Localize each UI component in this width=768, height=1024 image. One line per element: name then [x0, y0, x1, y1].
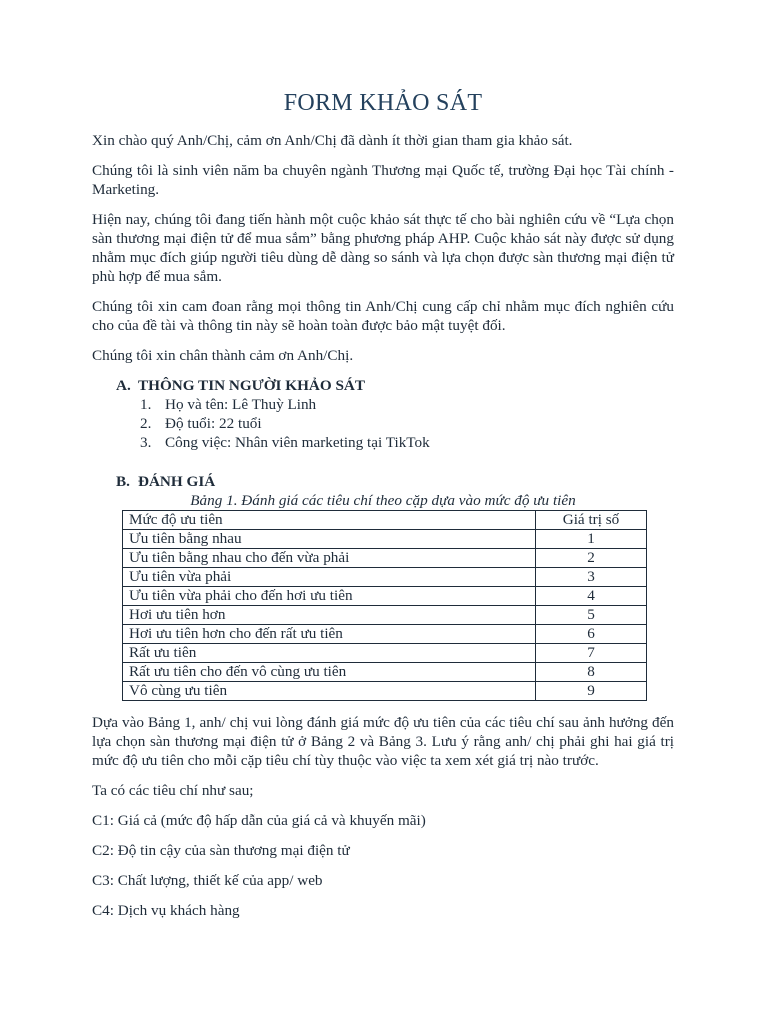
value-cell: 2 — [536, 549, 647, 568]
list-number: 1. — [140, 396, 152, 413]
page-title: FORM KHẢO SÁT — [283, 90, 483, 116]
value-cell: 9 — [536, 682, 647, 701]
criterion-c2: C2: Độ tin cậy của sàn thương mại điện tử — [92, 842, 350, 859]
list-item — [140, 433, 674, 452]
table-caption: Bảng 1. Đánh giá các tiêu chí theo cặp dựa vào mức độ ưu tiên — [190, 492, 576, 509]
value-cell: 7 — [536, 644, 647, 663]
table-row — [123, 663, 647, 682]
respondent-info-list — [92, 395, 674, 452]
priority-cell: Hơi ưu tiên hơn — [123, 606, 536, 625]
intro-greeting: Xin chào quý Anh/Chị, cảm ơn Anh/Chị đã dành ít thời gian tham gia khảo sát. — [92, 132, 573, 149]
respondent-age: Độ tuổi: 22 tuổi — [165, 415, 262, 432]
table-row — [123, 587, 647, 606]
table-header-row — [123, 511, 647, 530]
respondent-name: Họ và tên: Lê Thuỳ Linh — [165, 396, 317, 413]
table-row — [123, 625, 647, 644]
table-row — [123, 644, 647, 663]
value-cell: 3 — [536, 568, 647, 587]
priority-cell: Hơi ưu tiên hơn cho đến rất ưu tiên — [123, 625, 536, 644]
intro-purpose: Hiện nay, chúng tôi đang tiến hành một cuộc khảo sát thực tế cho bài nghiên cứu về “Lựa chọn sàn thương mại điện tử để mua sắm” bằng phương pháp AHP. Cuộc khảo sát này được sử dụng nhằm mục đích giúp người tiêu dùng dễ dàng so sánh và lựa chọn được sàn thương mại điện tử phù hợp để mua sắm. — [92, 211, 674, 285]
respondent-job: Công việc: Nhân viên marketing tại TikTok — [165, 434, 430, 451]
section-a-letter: A. — [116, 377, 131, 394]
intro-authors: Chúng tôi là sinh viên năm ba chuyên ngành Thương mại Quốc tế, trường Đại học Tài chính - Marketing. — [92, 162, 674, 198]
value-cell: 8 — [536, 663, 647, 682]
header-value: Giá trị số — [536, 511, 647, 530]
table-row — [123, 530, 647, 549]
table-row — [123, 549, 647, 568]
section-b-heading — [116, 472, 674, 491]
criteria-list — [92, 781, 674, 920]
list-item — [140, 414, 674, 433]
criterion-c4: C4: Dịch vụ khách hàng — [92, 902, 240, 919]
table-row — [123, 606, 647, 625]
section-a-heading — [116, 376, 674, 395]
intro-thanks: Chúng tôi xin chân thành cảm ơn Anh/Chị. — [92, 347, 354, 364]
priority-cell: Ưu tiên vừa phải cho đến hơi ưu tiên — [123, 587, 536, 606]
value-cell: 6 — [536, 625, 647, 644]
section-b-letter: B. — [116, 473, 130, 490]
intro-confidentiality: Chúng tôi xin cam đoan rằng mọi thông tin Anh/Chị cung cấp chỉ nhằm mục đích nghiên cứu cho của đề tài và thông tin này sẽ hoàn toàn được bảo mật tuyệt đối. — [92, 298, 674, 334]
table-row — [123, 568, 647, 587]
criterion-c1: C1: Giá cả (mức độ hấp dẫn của giá cả và khuyến mãi) — [92, 812, 426, 829]
value-cell: 5 — [536, 606, 647, 625]
criterion-c3: C3: Chất lượng, thiết kế của app/ web — [92, 872, 323, 889]
priority-cell: Rất ưu tiên cho đến vô cùng ưu tiên — [123, 663, 536, 682]
instructions-paragraph: Dựa vào Bảng 1, anh/ chị vui lòng đánh giá mức độ ưu tiên của các tiêu chí sau ảnh hưởng đến lựa chọn sàn thương mại điện tử ở Bảng 2 và Bảng 3. Lưu ý rằng anh/ chị phải ghi hai giá trị mức độ ưu tiên cho mỗi cặp tiêu chí tùy thuộc vào việc ta xem xét giá trị nào trước. — [92, 714, 674, 769]
priority-cell: Ưu tiên vừa phải — [123, 568, 536, 587]
document-page — [92, 88, 674, 931]
priority-cell: Vô cùng ưu tiên — [123, 682, 536, 701]
priority-cell: Ưu tiên bằng nhau — [123, 530, 536, 549]
list-number: 2. — [140, 415, 152, 432]
list-number: 3. — [140, 434, 152, 451]
table-row — [123, 682, 647, 701]
section-b-title: ĐÁNH GIÁ — [138, 473, 216, 490]
priority-scale-table — [122, 510, 647, 701]
priority-cell: Ưu tiên bằng nhau cho đến vừa phải — [123, 549, 536, 568]
priority-cell: Rất ưu tiên — [123, 644, 536, 663]
list-item — [140, 395, 674, 414]
section-a-title: THÔNG TIN NGƯỜI KHẢO SÁT — [138, 377, 366, 394]
value-cell: 1 — [536, 530, 647, 549]
header-priority: Mức độ ưu tiên — [123, 511, 536, 530]
criteria-intro: Ta có các tiêu chí như sau; — [92, 782, 254, 799]
value-cell: 4 — [536, 587, 647, 606]
